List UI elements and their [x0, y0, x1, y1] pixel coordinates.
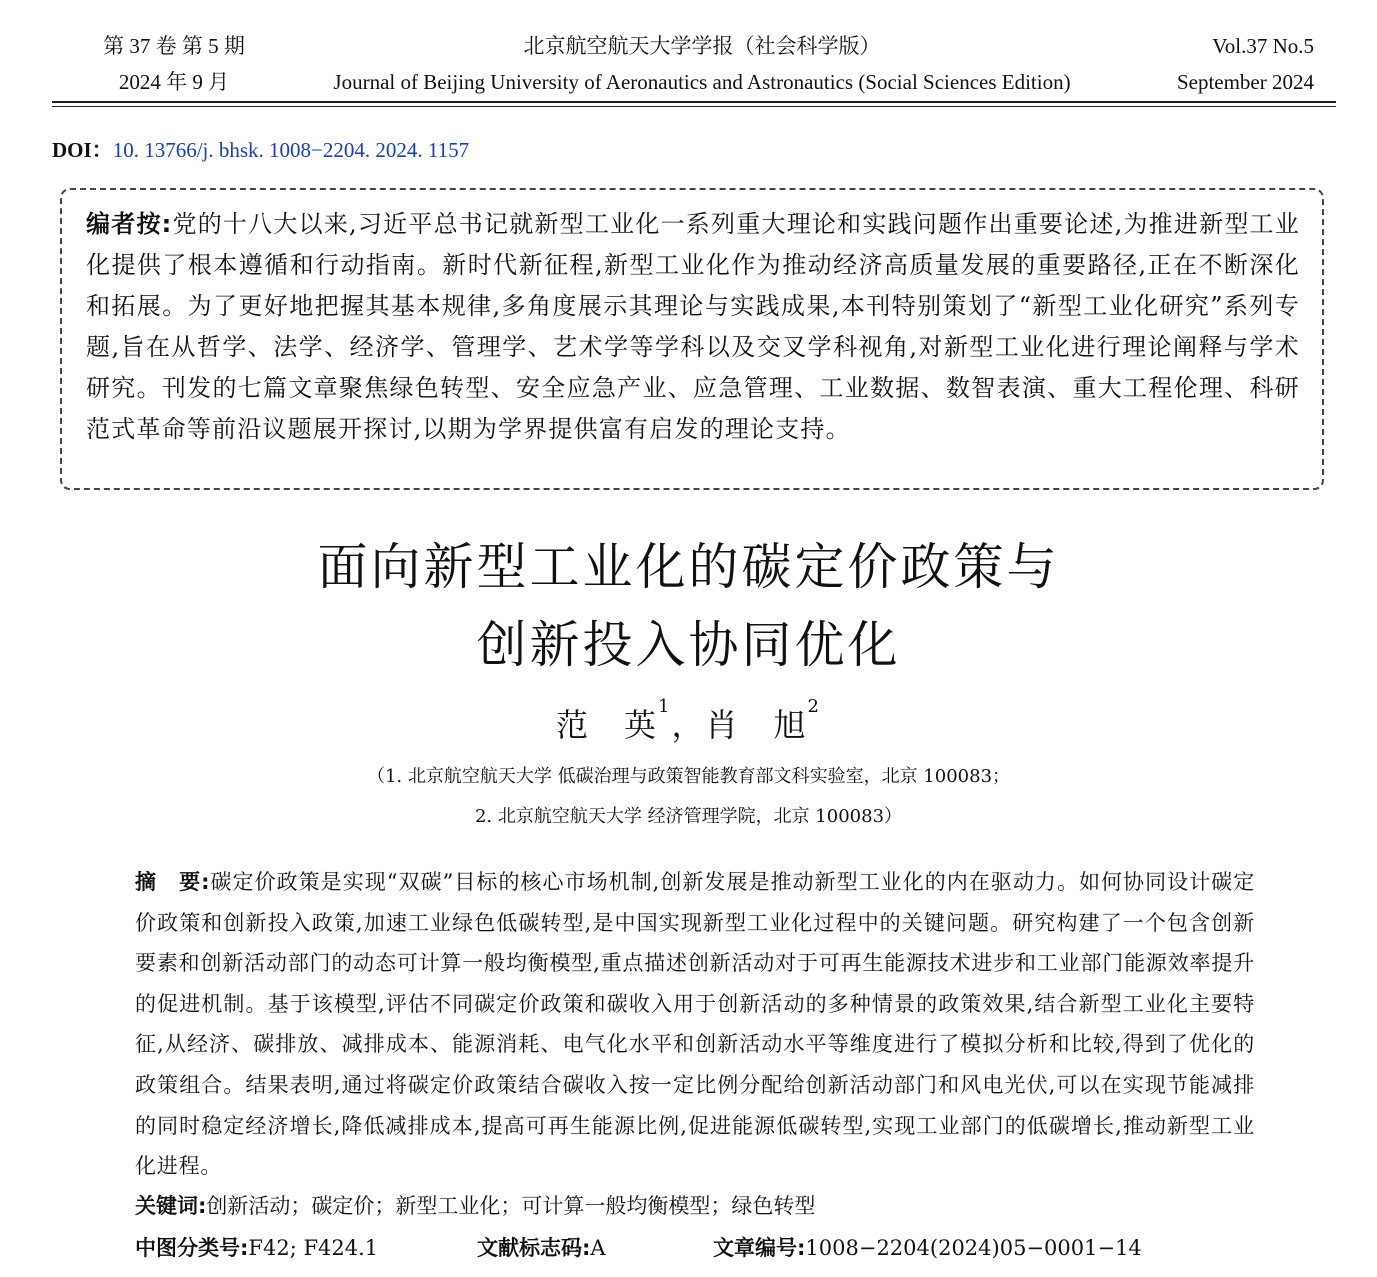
- article-number-item: [713, 1232, 1142, 1262]
- paper-title: [0, 528, 1377, 684]
- author-list: [0, 696, 1377, 746]
- doi-link[interactable]: 10. 13766/j. bhsk. 1008−2204. 2024. 1157: [112, 138, 470, 162]
- doi-line: [52, 134, 469, 164]
- author-2: 肖 旭: [705, 706, 808, 744]
- abstract-text: 碳定价政策是实现“双碳”目标的核心市场机制,创新发展是推动新型工业化的内在驱动力。如何协同设计碳定价政策和创新投入政策,加速工业绿色低碳转型,是中国实现新型工业化过程中的关键问题。研究构建了一个包含创新要素和创新活动部门的动态可计算一般均衡模型,重点描述创新活动对于可再生能源技术进步和工业部门能源效率提升的促进机制。基于该模型,评估不同碳定价政策和碳收入用于创新活动的多种情景的政策效果,结合新型工业化主要特征,从经济、碳排放、减排成本、能源消耗、电气化水平和创新活动水平等维度进行了模拟分析和比较,得到了优化的政策组合。结果表明,通过将碳定价政策结合碳收入按一定比例分配给创新活动部门和风电光伏,可以在实现节能减排的同时稳定经济增长,降低减排成本,提高可再生能源比例,促进能源低碳转型,实现工业部门的低碳增长,推动新型工业化进程。: [135, 870, 1255, 1179]
- volume-issue-en: Vol.37 No.5: [1212, 34, 1314, 58]
- header-left: [74, 28, 274, 100]
- keywords: [135, 1190, 815, 1220]
- editor-note-label: 编者按:: [86, 210, 173, 238]
- editor-note: [86, 204, 1300, 450]
- author-1: 范 英: [556, 706, 659, 744]
- doc-code-value: A: [590, 1236, 606, 1260]
- clc-value: F42; F424.1: [248, 1236, 379, 1260]
- editor-note-box: [60, 188, 1324, 490]
- editor-note-text: 党的十八大以来,习近平总书记就新型工业化一系列重大理论和实践问题作出重要论述,为推进新型工业化提供了根本遵循和行动指南。新时代新征程,新型工业化作为推动经济高质量发展的重要路径,正在不断深化和拓展。为了更好地把握其基本规律,多角度展示其理论与实践成果,本刊特别策划了“新型工业化研究”系列专题,旨在从哲学、法学、经济学、管理学、艺术学等学科以及交叉学科视角,对新型工业化进行理论阐释与学术研究。刊发的七篇文章聚焦绿色转型、安全应急产业、应急管理、工业数据、数智表演、重大工程伦理、科研范式革命等前沿议题展开探讨,以期为学界提供富有启发的理论支持。: [86, 210, 1300, 443]
- clc-label: 中图分类号:: [135, 1236, 249, 1260]
- header-rule-thick: [52, 101, 1336, 103]
- journal-header: [52, 22, 1336, 106]
- journal-name-cn: 北京航空航天大学学报（社会科学版）: [523, 34, 881, 58]
- header-rule-thin: [52, 106, 1336, 107]
- abstract-label: 摘 要:: [135, 870, 211, 894]
- keywords-label: 关键词:: [135, 1194, 207, 1218]
- doi-label: DOI：: [52, 138, 113, 162]
- author-2-affil-mark: 2: [807, 696, 821, 717]
- article-number-label: 文章编号:: [713, 1236, 806, 1260]
- title-line-2: 创新投入协同优化: [476, 616, 901, 674]
- header-center: [262, 28, 1142, 100]
- clc-item: [135, 1232, 378, 1262]
- affiliation-2: 2. 北京航空航天大学 经济管理学院，北京 100083）: [474, 806, 903, 827]
- abstract-block: [135, 862, 1255, 1187]
- doc-code-label: 文献标志码:: [477, 1236, 591, 1260]
- title-line-1: 面向新型工业化的碳定价政策与: [317, 538, 1060, 596]
- article-number-value: 1008−2204(2024)05−0001−14: [805, 1236, 1142, 1260]
- keywords-text: 创新活动；碳定价；新型工业化；可计算一般均衡模型；绿色转型: [206, 1194, 816, 1218]
- date-en: September 2024: [1176, 70, 1314, 94]
- header-right: [1114, 28, 1314, 100]
- date-cn: 2024 年 9 月: [118, 70, 230, 94]
- volume-issue-cn: 第 37 卷 第 5 期: [103, 34, 245, 58]
- affiliation-1: （1. 北京航空航天大学 低碳治理与政策智能教育部文科实验室，北京 100083；: [366, 766, 1011, 787]
- author-1-affil-mark: 1: [658, 696, 672, 717]
- doc-code-item: [477, 1232, 606, 1262]
- journal-name-en: Journal of Beijing University of Aeronautics and Astronautics (Social Sciences Edition): [333, 70, 1071, 94]
- author-separator: ，: [671, 706, 706, 744]
- abstract: [135, 862, 1255, 1187]
